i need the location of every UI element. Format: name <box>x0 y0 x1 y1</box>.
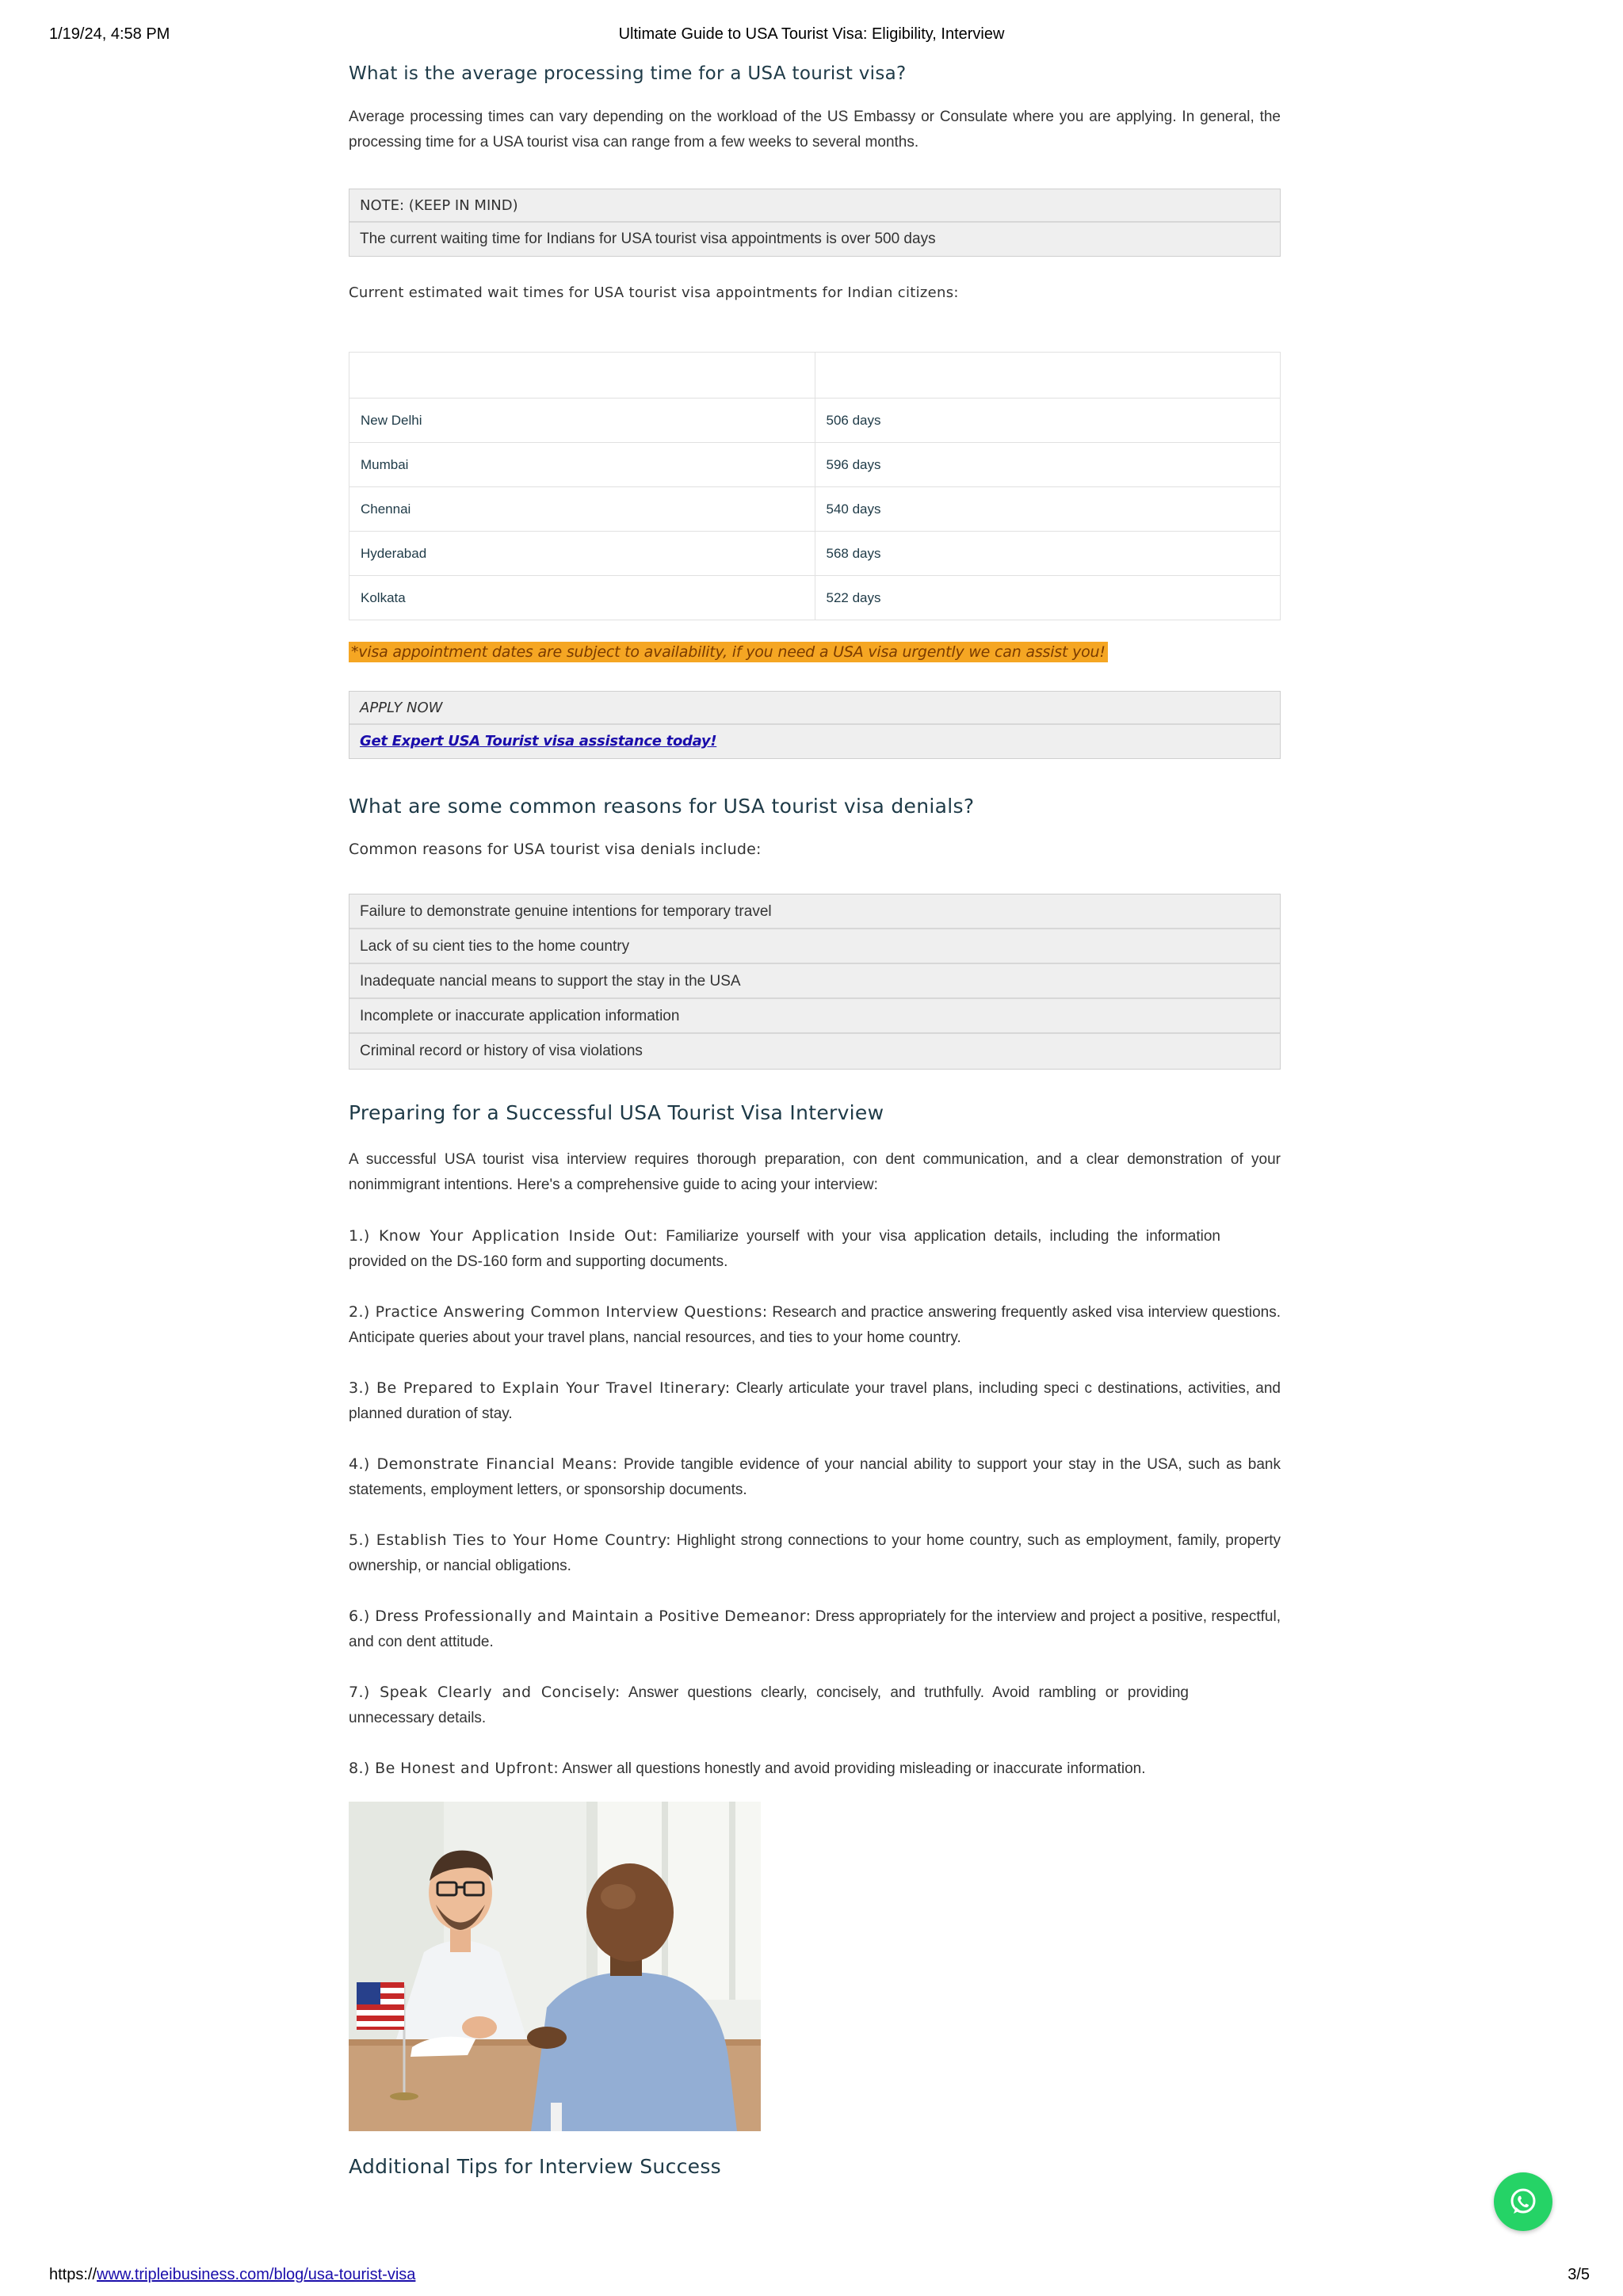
apply-title: APPLY NOW <box>349 692 1280 725</box>
tip-text: Dress appropriately for the interview and project a positive, respectful, and con dent attitude. <box>349 1608 1281 1650</box>
city-cell: Mumbai <box>349 443 815 487</box>
tip-item <box>349 1756 1281 1782</box>
whatsapp-icon <box>1507 2186 1539 2218</box>
city-cell: Kolkata <box>349 576 815 620</box>
tip-lead: 3.) Be Prepared to Explain Your Travel Itinerary: <box>349 1379 731 1397</box>
print-title: Ultimate Guide to USA Tourist Visa: Eligibility, Interview <box>618 25 1005 43</box>
table-row <box>349 576 1281 620</box>
city-cell: New Delhi <box>349 399 815 443</box>
denials-heading: What are some common reasons for USA tourist visa denials? <box>349 795 975 818</box>
tip-text: Familiarize yourself with your visa application details, including the information provided on the DS-160 form and supporting documents. <box>349 1228 1220 1270</box>
tip-lead: 1.) Know Your Application Inside Out: <box>349 1227 659 1245</box>
availability-disclaimer: *visa appointment dates are subject to availability, if you need a USA visa urgently we can assist you! <box>349 642 1108 662</box>
days-cell: 568 days <box>815 532 1281 576</box>
list-item: Inadequate nancial means to support the stay in the USA <box>349 964 1280 999</box>
note-text: The current waiting time for Indians for USA tourist visa appointments is over 500 days <box>349 223 1280 256</box>
tip-lead: 8.) Be Honest and Upfront: <box>349 1760 559 1777</box>
table-row <box>349 487 1281 532</box>
days-cell: 540 days <box>815 487 1281 532</box>
apply-link-row <box>349 725 1280 758</box>
apply-box <box>349 691 1281 759</box>
tip-lead: 5.) Establish Ties to Your Home Country: <box>349 1531 671 1549</box>
tip-item <box>349 1680 1189 1731</box>
tip-text: Answer questions clearly, concisely, and truthfully. Avoid rambling or providing unnecessary details. <box>349 1684 1190 1726</box>
list-item: Criminal record or history of visa violations <box>349 1034 1280 1069</box>
tip-item <box>349 1527 1281 1579</box>
footer-url <box>49 2266 415 2284</box>
tip-item <box>349 1223 1220 1275</box>
tip-text: Highlight strong connections to your home country, such as employment, family, property ownership, or nancial obligations. <box>349 1532 1281 1574</box>
wait-times-table <box>349 352 1281 620</box>
wait-times-intro: Current estimated wait times for USA tourist visa appointments for Indian citizens: <box>349 284 959 301</box>
city-cell: Chennai <box>349 487 815 532</box>
interview-illustration <box>349 1802 761 2131</box>
interview-heading: Preparing for a Successful USA Tourist Visa Interview <box>349 1101 884 1124</box>
table-header-cell <box>349 353 815 399</box>
print-datetime: 1/19/24, 4:58 PM <box>49 25 170 43</box>
whatsapp-button[interactable] <box>1494 2172 1552 2231</box>
interview-intro: A successful USA tourist visa interview requires thorough preparation, con dent communication, and a clear demonstration of your nonimmigrant intentions. Here's a comprehensive guide to acing your interview: <box>349 1151 1281 1193</box>
tip-text: Research and practice answering frequently asked visa interview questions. Anticipate queries about your travel plans, nancial resources, and ties to your home country. <box>349 1304 1281 1346</box>
tip-item <box>349 1375 1281 1427</box>
tip-text: Clearly articulate your travel plans, including speci c destinations, activities, and planned duration of stay. <box>349 1380 1281 1422</box>
table-row <box>349 399 1281 443</box>
tip-lead: 2.) Practice Answering Common Interview Questions: <box>349 1303 768 1321</box>
days-cell: 522 days <box>815 576 1281 620</box>
list-item: Failure to demonstrate genuine intentions for temporary travel <box>349 894 1280 929</box>
table-header-cell <box>815 353 1281 399</box>
list-item: Incomplete or inaccurate application information <box>349 999 1280 1034</box>
page-number: 3/5 <box>1568 2266 1590 2283</box>
apply-link[interactable]: Get Expert USA Tourist visa assistance today! <box>360 733 717 749</box>
processing-heading: What is the average processing time for a USA tourist visa? <box>349 63 907 84</box>
interview-photo <box>349 1802 761 2131</box>
denials-list <box>349 894 1281 1070</box>
tip-text: Provide tangible evidence of your nancial ability to support your stay in the USA, such as bank statements, employment letters, or sponsorship documents. <box>349 1456 1281 1498</box>
city-cell: Hyderabad <box>349 532 815 576</box>
tips-heading: Additional Tips for Interview Success <box>349 2155 721 2178</box>
processing-paragraph: Average processing times can vary depending on the workload of the US Embassy or Consulate where you are applying. In general, the processing time for a USA tourist visa can range from a few weeks to several months. <box>349 109 1281 151</box>
tip-text: Answer all questions honestly and avoid providing misleading or inaccurate information. <box>559 1760 1146 1777</box>
table-row <box>349 443 1281 487</box>
list-item: Lack of su cient ties to the home country <box>349 929 1280 964</box>
footer-url-prefix: https:// <box>49 2266 97 2283</box>
note-box <box>349 189 1281 257</box>
note-title: NOTE: (KEEP IN MIND) <box>349 189 1280 223</box>
denials-intro: Common reasons for USA tourist visa denials include: <box>349 841 762 858</box>
days-cell: 596 days <box>815 443 1281 487</box>
tip-lead: 4.) Demonstrate Financial Means: <box>349 1455 618 1473</box>
table-row <box>349 532 1281 576</box>
tip-item <box>349 1604 1281 1655</box>
tip-lead: 6.) Dress Professionally and Maintain a Positive Demeanor: <box>349 1608 812 1625</box>
tip-item <box>349 1451 1281 1503</box>
tip-lead: 7.) Speak Clearly and Concisely: <box>349 1684 621 1701</box>
tip-item <box>349 1299 1281 1351</box>
days-cell: 506 days <box>815 399 1281 443</box>
footer-url-link[interactable]: www.tripleibusiness.com/blog/usa-tourist-visa <box>97 2266 416 2283</box>
table-header-row <box>349 353 1281 399</box>
